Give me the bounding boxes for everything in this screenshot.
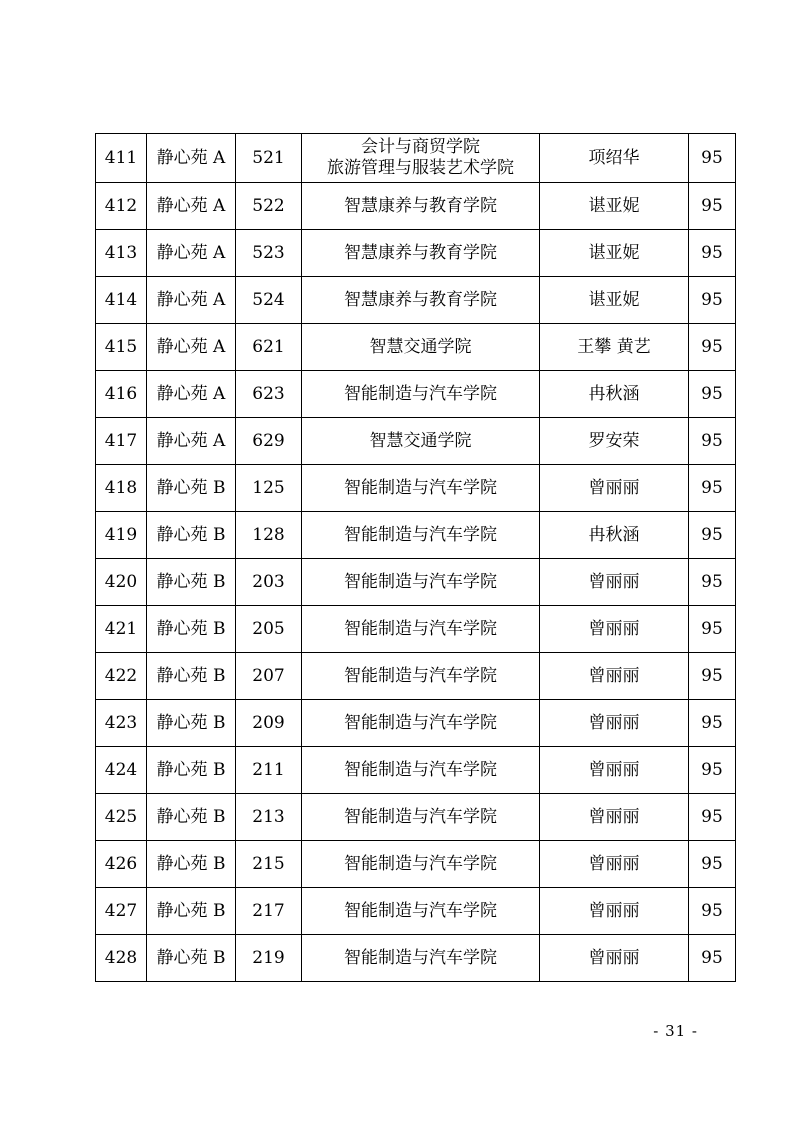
cell-building: 静心苑 A: [147, 230, 236, 277]
cell-room: 521: [236, 134, 302, 183]
cell-room: 524: [236, 277, 302, 324]
cell-college: [302, 230, 540, 277]
table-row: [96, 841, 736, 888]
cell-college: [302, 183, 540, 230]
cell-college: [302, 134, 540, 183]
cell-number: 418: [96, 465, 147, 512]
cell-building: 静心苑 B: [147, 935, 236, 982]
cell-teacher: 谌亚妮: [540, 230, 689, 277]
cell-building: 静心苑 B: [147, 700, 236, 747]
cell-college: [302, 418, 540, 465]
cell-score: 95: [689, 134, 736, 183]
cell-building: 静心苑 B: [147, 888, 236, 935]
cell-score: 95: [689, 277, 736, 324]
cell-number: 423: [96, 700, 147, 747]
cell-score: 95: [689, 606, 736, 653]
college-name: 智能制造与汽车学院: [344, 665, 497, 686]
cell-score: 95: [689, 794, 736, 841]
cell-teacher: 冉秋涵: [540, 371, 689, 418]
college-name: 智能制造与汽车学院: [344, 477, 497, 498]
cell-college: [302, 277, 540, 324]
college-name: 智慧康养与教育学院: [344, 242, 497, 263]
cell-building: 静心苑 B: [147, 606, 236, 653]
cell-score: 95: [689, 935, 736, 982]
college-name: 智慧康养与教育学院: [344, 289, 497, 310]
table-row: [96, 794, 736, 841]
table-row: [96, 559, 736, 606]
cell-room: 211: [236, 747, 302, 794]
cell-number: 425: [96, 794, 147, 841]
cell-college: [302, 935, 540, 982]
cell-score: 95: [689, 841, 736, 888]
college-name: 智能制造与汽车学院: [344, 524, 497, 545]
cell-score: 95: [689, 700, 736, 747]
college-name: 旅游管理与服装艺术学院: [327, 158, 514, 178]
cell-teacher: 曾丽丽: [540, 653, 689, 700]
table-row: [96, 371, 736, 418]
cell-college: [302, 371, 540, 418]
cell-teacher: 曾丽丽: [540, 747, 689, 794]
cell-building: 静心苑 A: [147, 324, 236, 371]
cell-score: 95: [689, 465, 736, 512]
cell-college: [302, 324, 540, 371]
cell-room: 203: [236, 559, 302, 606]
table-row: [96, 888, 736, 935]
cell-score: 95: [689, 653, 736, 700]
table-row: [96, 700, 736, 747]
cell-college: [302, 465, 540, 512]
cell-college: [302, 841, 540, 888]
cell-number: 428: [96, 935, 147, 982]
cell-score: 95: [689, 324, 736, 371]
cell-number: 415: [96, 324, 147, 371]
cell-teacher: 曾丽丽: [540, 794, 689, 841]
cell-teacher: 谌亚妮: [540, 277, 689, 324]
cell-college: [302, 700, 540, 747]
college-name: 智能制造与汽车学院: [344, 900, 497, 921]
cell-number: 421: [96, 606, 147, 653]
cell-building: 静心苑 B: [147, 512, 236, 559]
college-name: 智能制造与汽车学院: [344, 383, 497, 404]
cell-college: [302, 888, 540, 935]
college-name: 智慧交通学院: [369, 336, 472, 357]
cell-room: 128: [236, 512, 302, 559]
college-name: 智慧康养与教育学院: [344, 195, 497, 216]
cell-building: 静心苑 B: [147, 559, 236, 606]
cell-teacher: 冉秋涵: [540, 512, 689, 559]
cell-college: [302, 559, 540, 606]
cell-teacher: 王攀 黄艺: [540, 324, 689, 371]
cell-teacher: 曾丽丽: [540, 559, 689, 606]
cell-room: 205: [236, 606, 302, 653]
table-body: [96, 134, 736, 982]
cell-number: 416: [96, 371, 147, 418]
table-row: [96, 606, 736, 653]
cell-teacher: 曾丽丽: [540, 841, 689, 888]
cell-room: 209: [236, 700, 302, 747]
cell-teacher: 曾丽丽: [540, 888, 689, 935]
cell-teacher: 曾丽丽: [540, 935, 689, 982]
cell-score: 95: [689, 747, 736, 794]
table-row: [96, 134, 736, 183]
cell-building: 静心苑 B: [147, 653, 236, 700]
cell-building: 静心苑 B: [147, 747, 236, 794]
cell-room: 623: [236, 371, 302, 418]
table-row: [96, 418, 736, 465]
cell-score: 95: [689, 512, 736, 559]
cell-number: 414: [96, 277, 147, 324]
cell-room: 621: [236, 324, 302, 371]
table-row: [96, 230, 736, 277]
cell-building: 静心苑 A: [147, 277, 236, 324]
cell-building: 静心苑 B: [147, 794, 236, 841]
cell-number: 420: [96, 559, 147, 606]
college-name: 智能制造与汽车学院: [344, 853, 497, 874]
table-row: [96, 512, 736, 559]
cell-college: [302, 512, 540, 559]
table-row: [96, 324, 736, 371]
cell-number: 412: [96, 183, 147, 230]
cell-score: 95: [689, 230, 736, 277]
cell-college: [302, 653, 540, 700]
cell-score: 95: [689, 183, 736, 230]
cell-room: 213: [236, 794, 302, 841]
cell-room: 219: [236, 935, 302, 982]
college-name: 智能制造与汽车学院: [344, 618, 497, 639]
page-number: - 31 -: [653, 1022, 698, 1040]
cell-college: [302, 794, 540, 841]
table-row: [96, 183, 736, 230]
college-name: 智慧交通学院: [369, 430, 472, 451]
cell-room: 523: [236, 230, 302, 277]
college-name: 智能制造与汽车学院: [344, 571, 497, 592]
cell-college: [302, 747, 540, 794]
cell-number: 417: [96, 418, 147, 465]
cell-building: 静心苑 A: [147, 183, 236, 230]
table-row: [96, 747, 736, 794]
cell-number: 411: [96, 134, 147, 183]
cell-teacher: 曾丽丽: [540, 700, 689, 747]
cell-room: 522: [236, 183, 302, 230]
college-name: 智能制造与汽车学院: [344, 806, 497, 827]
cell-score: 95: [689, 371, 736, 418]
table-row: [96, 465, 736, 512]
cell-score: 95: [689, 418, 736, 465]
cell-room: 125: [236, 465, 302, 512]
cell-score: 95: [689, 559, 736, 606]
cell-number: 426: [96, 841, 147, 888]
college-name: 会计与商贸学院: [361, 137, 480, 157]
cell-room: 215: [236, 841, 302, 888]
cell-room: 217: [236, 888, 302, 935]
table-row: [96, 277, 736, 324]
cell-building: 静心苑 B: [147, 465, 236, 512]
dormitory-score-table: [95, 133, 736, 982]
cell-teacher: 项绍华: [540, 134, 689, 183]
cell-number: 422: [96, 653, 147, 700]
cell-building: 静心苑 B: [147, 841, 236, 888]
cell-building: 静心苑 A: [147, 371, 236, 418]
cell-room: 207: [236, 653, 302, 700]
cell-room: 629: [236, 418, 302, 465]
cell-number: 427: [96, 888, 147, 935]
cell-teacher: 罗安荣: [540, 418, 689, 465]
cell-number: 413: [96, 230, 147, 277]
cell-score: 95: [689, 888, 736, 935]
table-row: [96, 653, 736, 700]
college-name: 智能制造与汽车学院: [344, 947, 497, 968]
cell-number: 424: [96, 747, 147, 794]
cell-college: [302, 606, 540, 653]
college-name: 智能制造与汽车学院: [344, 759, 497, 780]
table-row: [96, 935, 736, 982]
cell-teacher: 曾丽丽: [540, 465, 689, 512]
cell-teacher: 曾丽丽: [540, 606, 689, 653]
cell-number: 419: [96, 512, 147, 559]
college-name: 智能制造与汽车学院: [344, 712, 497, 733]
cell-building: 静心苑 A: [147, 418, 236, 465]
cell-teacher: 谌亚妮: [540, 183, 689, 230]
cell-building: 静心苑 A: [147, 134, 236, 183]
